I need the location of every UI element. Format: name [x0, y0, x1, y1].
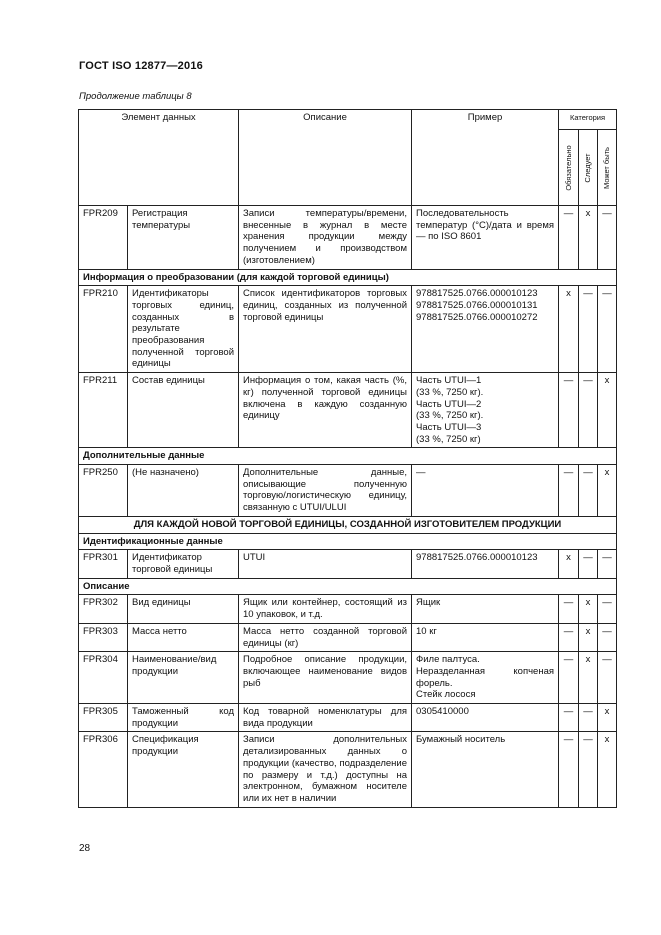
cell-description: Масса нетто созданной торговой единицы (кг) — [239, 623, 412, 651]
cell-optional: — — [598, 623, 617, 651]
cell-optional: — — [598, 286, 617, 373]
cell-recommended: — — [579, 704, 598, 732]
header-recommended: Следует — [579, 130, 598, 206]
cell-example: Бумажный носитель — [412, 732, 559, 807]
cell-optional: — — [598, 595, 617, 623]
section-row — [79, 533, 617, 550]
table-row — [79, 652, 617, 704]
cell-example: Часть UTUI—1 (33 %, 7250 кг). Часть UTUI—2 (33 %, 7250 кг). Часть UTUI—3 (33 %, 7250 кг) — [412, 373, 559, 448]
cell-recommended: x — [579, 652, 598, 704]
data-elements-table — [78, 109, 617, 808]
cell-mandatory: — — [559, 732, 579, 807]
cell-description: Подробное описание продукции, включающее наименование видов рыб — [239, 652, 412, 704]
cell-example: Последовательность температур (°С)/дата и время — по ISO 8601 — [412, 206, 559, 270]
section-row — [79, 448, 617, 465]
cell-element: Вид единицы — [128, 595, 239, 623]
cell-optional: x — [598, 732, 617, 807]
header-category: Категория — [559, 110, 617, 130]
cell-code: FPR305 — [79, 704, 128, 732]
cell-code: FPR209 — [79, 206, 128, 270]
cell-recommended: x — [579, 595, 598, 623]
cell-recommended: — — [579, 550, 598, 578]
cell-mandatory: — — [559, 206, 579, 270]
cell-recommended: — — [579, 286, 598, 373]
section-heading: Дополнительные данные — [79, 448, 617, 465]
cell-description: Дополнительные данные, описывающие полученную торговую/логистическую единицу, связанную с UTUI/ULUI — [239, 465, 412, 517]
cell-mandatory: — — [559, 595, 579, 623]
header-element: Элемент данных — [79, 110, 239, 206]
cell-code: FPR211 — [79, 373, 128, 448]
header-optional: Может быть — [598, 130, 617, 206]
cell-code: FPR303 — [79, 623, 128, 651]
table-row — [79, 732, 617, 807]
cell-mandatory: — — [559, 623, 579, 651]
cell-element: Таможенный код продукции — [128, 704, 239, 732]
cell-recommended: x — [579, 206, 598, 270]
cell-mandatory: — — [559, 373, 579, 448]
cell-code: FPR302 — [79, 595, 128, 623]
cell-recommended: — — [579, 465, 598, 517]
cell-code: FPR304 — [79, 652, 128, 704]
cell-description: Ящик или контейнер, состоящий из 10 упаковок, и т.д. — [239, 595, 412, 623]
cell-description: Список идентификаторов торговых единиц, созданных из полученной торговой единицы — [239, 286, 412, 373]
table-row — [79, 550, 617, 578]
table-row — [79, 206, 617, 270]
header-mandatory: Обязательно — [559, 130, 579, 206]
cell-element: Регистрация температуры — [128, 206, 239, 270]
cell-description: Код товарной номенклатуры для вида продукции — [239, 704, 412, 732]
section-heading: Описание — [79, 578, 617, 595]
cell-element: Масса нетто — [128, 623, 239, 651]
cell-optional: — — [598, 206, 617, 270]
page-number: 28 — [79, 843, 91, 854]
cell-recommended: x — [579, 623, 598, 651]
section-row — [79, 269, 617, 286]
cell-element: Идентификаторы торговых единиц, созданных в результате преобразования полученной торговой единицы — [128, 286, 239, 373]
cell-element: Идентификатор торговой единицы — [128, 550, 239, 578]
cell-code: FPR301 — [79, 550, 128, 578]
cell-code: FPR306 — [79, 732, 128, 807]
cell-recommended: — — [579, 732, 598, 807]
cell-element: Состав единицы — [128, 373, 239, 448]
table-row — [79, 465, 617, 517]
cell-element: (Не назначено) — [128, 465, 239, 517]
header-description: Описание — [239, 110, 412, 206]
cell-code: FPR210 — [79, 286, 128, 373]
section-row — [79, 516, 617, 533]
cell-example: 10 кг — [412, 623, 559, 651]
cell-optional: — — [598, 550, 617, 578]
cell-code: FPR250 — [79, 465, 128, 517]
cell-mandatory: — — [559, 465, 579, 517]
cell-mandatory: x — [559, 286, 579, 373]
header-example: Пример — [412, 110, 559, 206]
cell-element: Спецификация продукции — [128, 732, 239, 807]
cell-mandatory: x — [559, 550, 579, 578]
cell-example: Филе палтуса. Неразделанная копченая форель. Стейк лосося — [412, 652, 559, 704]
section-row — [79, 578, 617, 595]
cell-mandatory: — — [559, 704, 579, 732]
cell-optional: x — [598, 704, 617, 732]
cell-element: Наименование/вид продукции — [128, 652, 239, 704]
cell-example: 978817525.0766.000010123 978817525.0766.000010131 978817525.0766.000010272 — [412, 286, 559, 373]
section-heading: ДЛЯ КАЖДОЙ НОВОЙ ТОРГОВОЙ ЕДИНИЦЫ, СОЗДАННОЙ ИЗГОТОВИТЕЛЕМ ПРОДУКЦИИ — [79, 516, 617, 533]
table-row — [79, 373, 617, 448]
cell-description: Записи дополнительных детализированных данных о продукции (качество, подразделение по размеру и т.д.) доступны на электронном, бумажном носителе или их нет в наличии — [239, 732, 412, 807]
table-continuation-caption: Продолжение таблицы 8 — [79, 91, 192, 102]
cell-example: — — [412, 465, 559, 517]
document-title: ГОСТ ISO 12877—2016 — [79, 60, 203, 72]
cell-optional: x — [598, 373, 617, 448]
cell-optional: — — [598, 652, 617, 704]
table-row — [79, 623, 617, 651]
cell-description: Записи температуры/времени, внесенные в журнал в месте хранения продукции между получением и производством (изготовлением) — [239, 206, 412, 270]
cell-mandatory: — — [559, 652, 579, 704]
table-row — [79, 595, 617, 623]
table-row — [79, 704, 617, 732]
cell-example: 978817525.0766.000010123 — [412, 550, 559, 578]
section-heading: Идентификационные данные — [79, 533, 617, 550]
table-row — [79, 286, 617, 373]
cell-optional: x — [598, 465, 617, 517]
cell-description: Информация о том, какая часть (%, кг) полученной торговой единицы включена в каждую созданную единицу — [239, 373, 412, 448]
cell-example: Ящик — [412, 595, 559, 623]
cell-recommended: — — [579, 373, 598, 448]
cell-example: 0305410000 — [412, 704, 559, 732]
section-heading: Информация о преобразовании (для каждой торговой единицы) — [79, 269, 617, 286]
cell-description: UTUI — [239, 550, 412, 578]
